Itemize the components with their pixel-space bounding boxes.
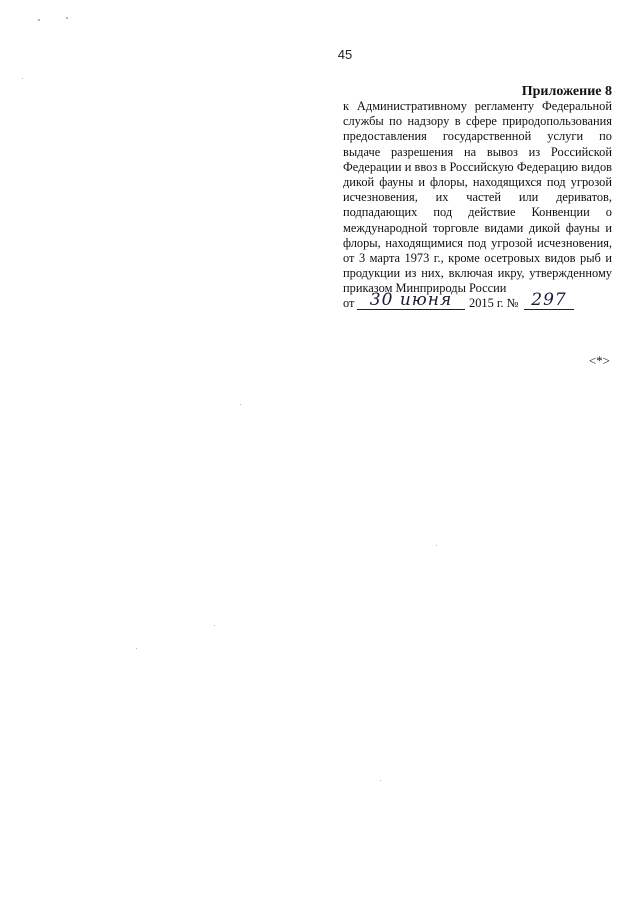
handwritten-order-number: 297 bbox=[524, 291, 574, 310]
order-prefix: от bbox=[343, 296, 355, 310]
scan-speck bbox=[240, 404, 241, 405]
scan-speck bbox=[22, 78, 23, 79]
scan-speck bbox=[136, 648, 137, 649]
order-year-label: 2015 г. № bbox=[469, 296, 519, 310]
scan-speck bbox=[380, 780, 381, 781]
order-reference-line bbox=[343, 290, 613, 312]
appendix-description: к Административному регламенту Федеральной службы по надзору в сфере природопользования предоставления государственной услуги по выдаче разрешения на вывоз из Российской Федерации и ввоз в Российскую Федерацию видов дикой фауны и флоры, находящихся под угрозой исчезновения, их частей или дериватов, подпадающих под действие Конвенции о международной торговле видами дикой фауны и флоры, находящимися под угрозой исчезновения, от 3 марта 1973 г., кроме осетровых видов рыб и продукции из них, включая икру, утвержденному приказом Минприроды России bbox=[343, 99, 612, 296]
footnote-marker: <*> bbox=[588, 353, 610, 368]
appendix-title: Приложение 8 bbox=[521, 84, 612, 99]
scan-speck bbox=[436, 545, 437, 546]
scan-speck bbox=[38, 19, 40, 21]
page-number: 45 bbox=[337, 47, 353, 62]
scan-speck bbox=[214, 625, 215, 626]
scan-speck bbox=[66, 17, 68, 19]
handwritten-order-date: 30 июня bbox=[357, 291, 465, 310]
